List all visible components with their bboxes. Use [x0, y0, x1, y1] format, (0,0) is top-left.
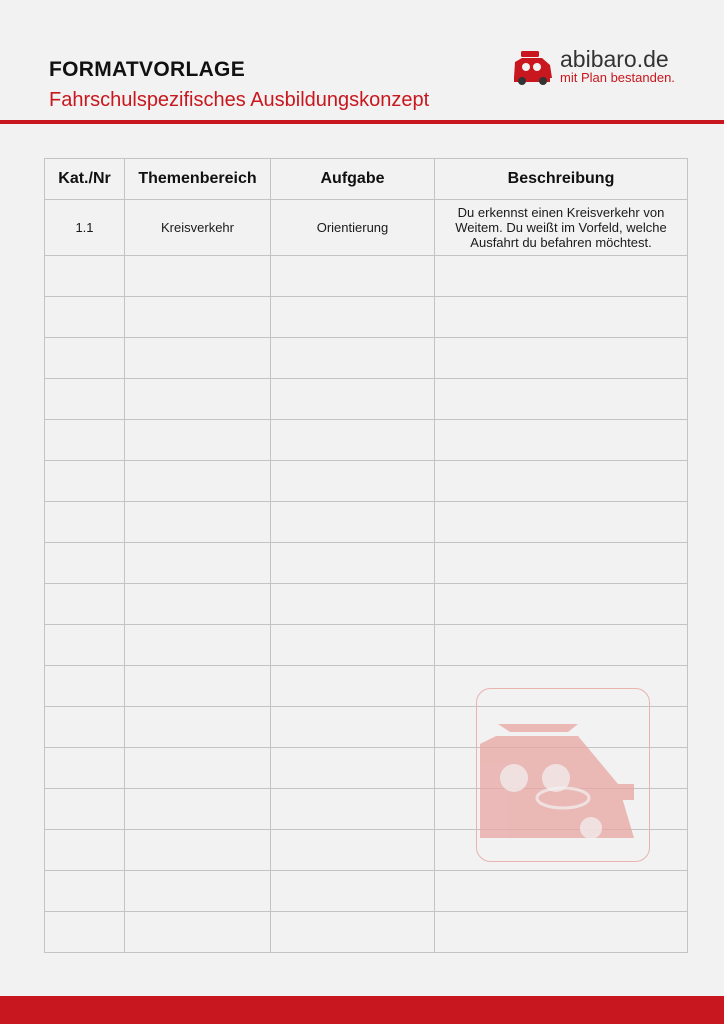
cell-themenbereich[interactable] [125, 830, 271, 871]
cell-themenbereich[interactable] [125, 543, 271, 584]
cell-beschreibung[interactable] [435, 543, 688, 584]
cell-beschreibung[interactable] [435, 256, 688, 297]
cell-themenbereich[interactable] [125, 666, 271, 707]
cell-beschreibung[interactable] [435, 379, 688, 420]
column-header-nr: Kat./Nr [45, 159, 125, 200]
cell-nr[interactable] [45, 338, 125, 379]
cell-beschreibung[interactable] [435, 420, 688, 461]
cell-themenbereich[interactable] [125, 707, 271, 748]
cell-themenbereich[interactable]: Kreisverkehr [125, 200, 271, 256]
car-watermark-icon [476, 688, 650, 862]
table-row [45, 912, 688, 953]
cell-nr[interactable] [45, 748, 125, 789]
cell-aufgabe[interactable] [271, 543, 435, 584]
logo-tagline: mit Plan bestanden. [560, 70, 675, 85]
cell-themenbereich[interactable] [125, 338, 271, 379]
table-row [45, 871, 688, 912]
column-header-beschreibung: Beschreibung [435, 159, 688, 200]
table-row [45, 543, 688, 584]
cell-beschreibung[interactable] [435, 584, 688, 625]
table-row [45, 338, 688, 379]
cell-nr[interactable] [45, 584, 125, 625]
cell-themenbereich[interactable] [125, 871, 271, 912]
cell-nr[interactable] [45, 707, 125, 748]
cell-aufgabe[interactable] [271, 461, 435, 502]
cell-nr[interactable] [45, 461, 125, 502]
cell-themenbereich[interactable] [125, 502, 271, 543]
cell-beschreibung[interactable]: Du erkennst einen Kreisverkehr von Weitem. Du weißt im Vorfeld, welche Ausfahrt du befahren möchtest. [435, 200, 688, 256]
cell-nr[interactable] [45, 502, 125, 543]
table-row [45, 200, 688, 256]
cell-beschreibung[interactable] [435, 461, 688, 502]
cell-themenbereich[interactable] [125, 256, 271, 297]
cell-themenbereich[interactable] [125, 379, 271, 420]
car-with-driver-icon [512, 50, 554, 86]
cell-beschreibung[interactable] [435, 625, 688, 666]
cell-themenbereich[interactable] [125, 748, 271, 789]
cell-nr[interactable] [45, 297, 125, 338]
table-header-row [45, 159, 688, 200]
cell-aufgabe[interactable] [271, 584, 435, 625]
cell-aufgabe[interactable] [271, 912, 435, 953]
cell-themenbereich[interactable] [125, 420, 271, 461]
cell-aufgabe[interactable] [271, 502, 435, 543]
table-row [45, 420, 688, 461]
cell-aufgabe[interactable] [271, 256, 435, 297]
cell-nr[interactable] [45, 625, 125, 666]
table-row [45, 297, 688, 338]
cell-nr[interactable] [45, 379, 125, 420]
table-row [45, 379, 688, 420]
cell-aufgabe[interactable] [271, 748, 435, 789]
table-row [45, 625, 688, 666]
cell-beschreibung[interactable] [435, 297, 688, 338]
cell-aufgabe[interactable] [271, 338, 435, 379]
cell-nr[interactable] [45, 420, 125, 461]
cell-aufgabe[interactable] [271, 625, 435, 666]
cell-aufgabe[interactable]: Orientierung [271, 200, 435, 256]
logo [512, 46, 692, 90]
cell-aufgabe[interactable] [271, 666, 435, 707]
cell-nr[interactable] [45, 666, 125, 707]
page-subtitle: Fahrschulspezifisches Ausbildungskonzept [49, 89, 430, 111]
cell-aufgabe[interactable] [271, 297, 435, 338]
table-row [45, 584, 688, 625]
cell-nr[interactable] [45, 789, 125, 830]
cell-themenbereich[interactable] [125, 297, 271, 338]
table-row [45, 461, 688, 502]
cell-aufgabe[interactable] [271, 379, 435, 420]
cell-aufgabe[interactable] [271, 871, 435, 912]
cell-aufgabe[interactable] [271, 789, 435, 830]
cell-nr[interactable] [45, 543, 125, 584]
cell-beschreibung[interactable] [435, 871, 688, 912]
cell-nr[interactable] [45, 871, 125, 912]
cell-aufgabe[interactable] [271, 420, 435, 461]
column-header-themenbereich: Themenbereich [125, 159, 271, 200]
page-title: FORMATVORLAGE [49, 58, 245, 81]
cell-themenbereich[interactable] [125, 461, 271, 502]
footer-bar [0, 996, 724, 1024]
header-rule [0, 120, 724, 124]
cell-themenbereich[interactable] [125, 584, 271, 625]
logo-wordmark: abibaro.de [560, 46, 669, 72]
cell-beschreibung[interactable] [435, 502, 688, 543]
cell-themenbereich[interactable] [125, 789, 271, 830]
table-row [45, 256, 688, 297]
cell-aufgabe[interactable] [271, 707, 435, 748]
cell-aufgabe[interactable] [271, 830, 435, 871]
column-header-aufgabe: Aufgabe [271, 159, 435, 200]
cell-nr[interactable] [45, 912, 125, 953]
cell-themenbereich[interactable] [125, 625, 271, 666]
cell-beschreibung[interactable] [435, 338, 688, 379]
table-row [45, 502, 688, 543]
cell-nr[interactable]: 1.1 [45, 200, 125, 256]
cell-nr[interactable] [45, 830, 125, 871]
cell-themenbereich[interactable] [125, 912, 271, 953]
cell-beschreibung[interactable] [435, 912, 688, 953]
cell-nr[interactable] [45, 256, 125, 297]
